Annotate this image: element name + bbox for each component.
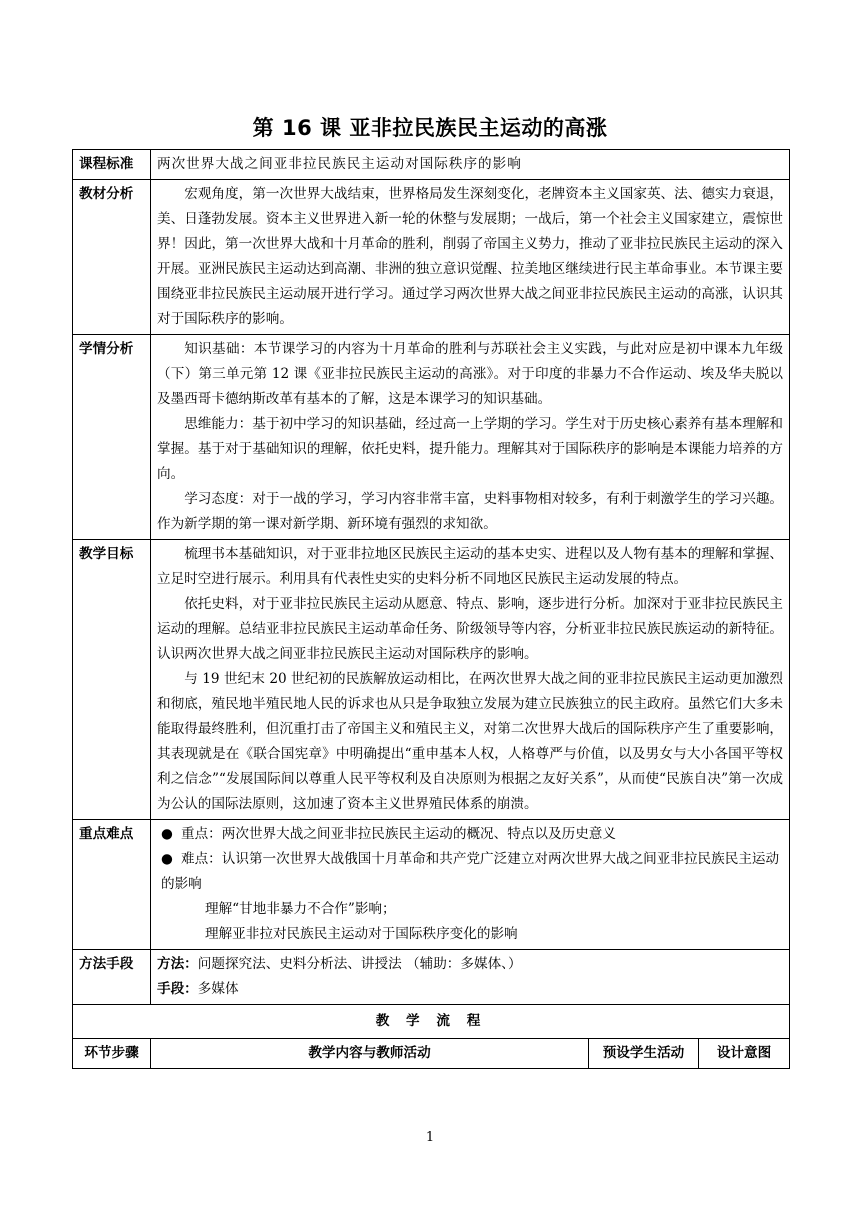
students-paragraph-attitude: 学习态度：对于一战的学习，学习内容非常丰富，史料事物相对较多，有利于刺激学生的学习兴趣。作为新学期的第一课对新学期、新环境有强烈的求知欲。	[157, 491, 784, 532]
keypoint-difficult: 难点：认识第一次世界大战俄国十月革命和共产党广泛建立对两次世界大战之间亚非拉民族民主运动的影响	[161, 851, 780, 892]
row-header	[73, 1039, 790, 1069]
label-keypoints: 重点难点	[73, 820, 151, 950]
goals-paragraph-3: 与 19 世纪末 20 世纪初的民族解放运动相比，在两次世界大战之间的亚非拉民族民主运动更加激烈和彻底，殖民地半殖民地人民的诉求也从只是争取独立发展为建立民族独立的民主政府。虽然它们大多未能取得最终胜利，但沉重打击了帝国主义和殖民主义，对第二次世界大战后的国际秩序产生了重要影响，其表现就是在《联合国宪章》中明确提出“重申基本人权，人格尊严与价值，以及男女与大小各国平等权利之信念”“发展国际间以尊重人民平等权利及自决原则为根据之友好关系”，从而使“民族自决”第一次成为公认的国际法原则，这加速了资本主义世界殖民体系的崩溃。	[157, 671, 784, 812]
label-students: 学情分析	[73, 335, 151, 540]
students-content	[151, 335, 790, 540]
lesson-plan-table	[72, 149, 790, 1069]
label-methods: 方法手段	[73, 950, 151, 1005]
method-line	[157, 952, 783, 977]
page-title: 第 16 课 亚非拉民族民主运动的高涨	[252, 116, 608, 140]
header-content: 教学内容与教师活动	[151, 1039, 589, 1069]
row-flow	[73, 1005, 790, 1039]
row-students	[73, 335, 790, 540]
means-label: 手段：	[157, 981, 198, 997]
row-methods	[73, 950, 790, 1005]
header-step: 环节步骤	[73, 1039, 151, 1069]
label-textbook: 教材分析	[73, 180, 151, 335]
method-label: 方法：	[157, 956, 198, 972]
bullet-icon: ●	[161, 826, 173, 842]
keypoint-item	[161, 847, 783, 897]
bullet-icon: ●	[161, 851, 173, 867]
keypoint-important: 重点：两次世界大战之间亚非拉民族民主运动的概况、特点以及历史意义	[181, 826, 616, 842]
keypoint-sub-item-2: 理解亚非拉对民族民主运动对于国际秩序变化的影响	[205, 926, 518, 942]
method-text: 问题探究法、史料分析法、讲授法 （辅助：多媒体、）	[197, 956, 522, 972]
students-paragraph-thinking: 思维能力：基于初中学习的知识基础，经过高一上学期的学习。学生对于历史核心素养有基本理解和掌握。基于对于基础知识的理解，依托史料，提升能力。理解其对于国际秩序的影响是本课能力培养的方向。	[157, 416, 784, 482]
goals-paragraph-1: 梳理书本基础知识，对于亚非拉地区民族民主运动的基本史实、进程以及人物有基本的理解和掌握、立足时空进行展示。利用具有代表性史实的史料分析不同地区民族民主运动发展的特点。	[157, 546, 784, 587]
methods-content	[151, 950, 790, 1005]
label-standard: 课程标准	[73, 150, 151, 180]
label-goals: 教学目标	[73, 540, 151, 820]
goals-paragraph-2: 依托史料，对于亚非拉民族民主运动从愿意、特点、影响，逐步进行分析。加深对于亚非拉民族民主运动的理解。总结亚非拉民族民主运动革命任务、阶级领导等内容，分析亚非拉民族民族运动的新特征。认识两次世界大战之间亚非拉民族民主运动对国际秩序的影响。	[157, 596, 784, 662]
row-standard	[73, 150, 790, 180]
means-text: 多媒体	[197, 981, 239, 997]
students-paragraph-knowledge: 知识基础：本节课学习的内容为十月革命的胜利与苏联社会主义实践，与此对应是初中课本九年级（下）第三单元第 12 课《亚非拉民族民主运动的高涨》。对于印度的非暴力不合作运动、埃及华夫脱以及墨西哥卡德纳斯改革有基本的了解，这是本课学习的知识基础。	[157, 341, 784, 407]
textbook-content	[151, 180, 790, 335]
means-line	[157, 977, 783, 1002]
keypoint-item	[161, 822, 783, 847]
row-keypoints	[73, 820, 790, 950]
standard-text: 两次世界大战之间亚非拉民族民主运动对国际秩序的影响	[151, 150, 790, 180]
textbook-paragraph: 宏观角度，第一次世界大战结束，世界格局发生深刻变化，老牌资本主义国家英、法、德实力衰退，美、日蓬勃发展。资本主义世界进入新一轮的休整与发展期；一战后，第一个社会主义国家建立，震惊世界！因此，第一次世界大战和十月革命的胜利，削弱了帝国主义势力，推动了亚非拉民族民主运动的深入开展。亚洲民族民主运动达到高潮、非洲的独立意识觉醒、拉美地区继续进行民主革命事业。本节课主要围绕亚非拉民族民主运动展开进行学习。通过学习两次世界大战之间亚非拉民族民主运动的高涨，认识其对于国际秩序的影响。	[157, 186, 784, 327]
row-goals	[73, 540, 790, 820]
header-student: 预设学生活动	[589, 1039, 699, 1069]
header-intent: 设计意图	[699, 1039, 790, 1069]
keypoints-content	[151, 820, 790, 950]
keypoint-sub-item-1: 理解“甘地非暴力不合作”影响；	[205, 901, 396, 917]
flow-title: 教 学 流 程	[73, 1005, 790, 1039]
goals-content	[151, 540, 790, 820]
row-textbook	[73, 180, 790, 335]
page-number: 1	[425, 1130, 435, 1145]
